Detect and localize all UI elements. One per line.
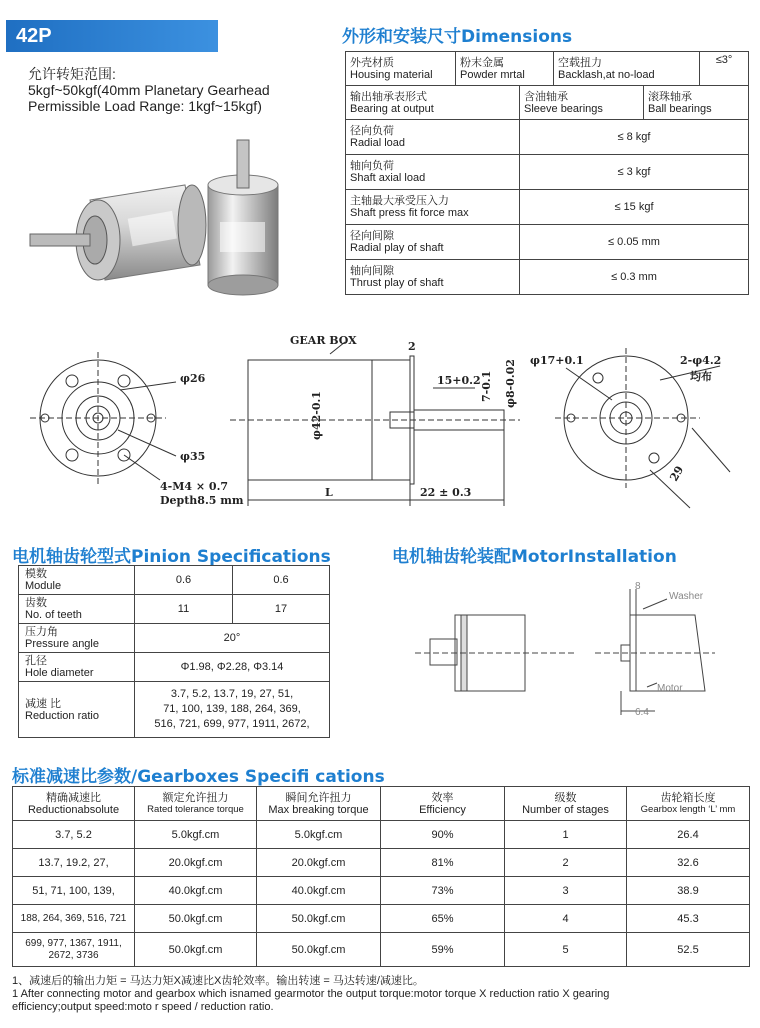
table-row: 径向间隙 Radial play of shaft ≤ 0.05 mm [346, 225, 749, 260]
table-row: 699, 977, 1367, 1911, 2672, 3736 50.0kgf.cm 50.0kgf.cm 59% 5 52.5 [13, 933, 750, 967]
install-dim-8: 8 [635, 581, 641, 592]
powder-metal-cell: 粉末金属 Powder mrtal [456, 52, 554, 86]
module-value-2: 0.6 [233, 566, 330, 595]
radial-load-value: ≤ 8 kgf [520, 120, 749, 155]
footnote-en-2: efficiency;output speed:moto r speed / reduction ratio. [12, 1001, 274, 1013]
radial-play-value: ≤ 0.05 mm [520, 225, 749, 260]
torque-line-1: 允许转矩范围: [28, 66, 116, 82]
torque-line-3: Permissible Load Range: 1kgf~15kgf) [28, 98, 262, 114]
housing-material-cell: 外壳材质 Housing material [346, 52, 456, 86]
thrust-play-value: ≤ 0.3 mm [520, 260, 749, 295]
label-22: 22 ± 0.3 [420, 486, 472, 499]
install-dim-6-4: 6.4 [635, 707, 649, 718]
label-two: 2 [408, 340, 416, 353]
label-d26: φ26 [180, 372, 206, 385]
footnote-cn: 1、减速后的输出力矩 = 马达力矩X减速比X齿轮效率。输出转速 = 马达转速/减速比。 [12, 975, 424, 987]
label-29: 29 [667, 463, 687, 484]
gearbox-spec-table [12, 786, 750, 967]
pinion-table [18, 565, 330, 738]
front-view-input [30, 352, 176, 484]
model-name: 42P [16, 25, 52, 47]
table-row: 齿数 No. of teeth 11 17 [19, 595, 330, 624]
axial-load-value: ≤ 3 kgf [520, 155, 749, 190]
press-fit-value: ≤ 15 kgf [520, 190, 749, 225]
pinion-title: 电机轴齿轮型式Pinion Specifications [12, 547, 331, 567]
teeth-value-2: 17 [233, 595, 330, 624]
table-row: 51, 71, 100, 139, 40.0kgf.cm 40.0kgf.cm 73% 3 38.9 [13, 877, 750, 905]
bearing-table [345, 85, 749, 120]
side-view [230, 342, 520, 506]
dimensions-table [345, 51, 749, 86]
label-gearbox: GEAR BOX [290, 334, 357, 347]
table-row: 压力角 Pressure angle 20° [19, 624, 330, 653]
motor-installation-title: 电机轴齿轮装配MotorInstallation [392, 547, 677, 567]
gearmotor-photo [20, 130, 320, 310]
label-depth: Depth8.5 mm [160, 494, 244, 507]
backlash-value: ≤3° [700, 52, 749, 86]
backlash-cell: 空载扭力 Backlash,at no-load [554, 52, 700, 86]
technical-drawing [0, 330, 760, 520]
table-row: 轴向间隙 Thrust play of shaft ≤ 0.3 mm [346, 260, 749, 295]
bearing-output-cell: 输出轴承表形式 Bearing at output [346, 86, 520, 120]
table-row: 模数 Module 0.6 0.6 [19, 566, 330, 595]
label-seven: 7-0.1 [480, 370, 493, 402]
model-title-bar [6, 20, 218, 52]
module-value-1: 0.6 [135, 566, 233, 595]
spec-title: 标准减速比参数/Gearboxes Specifi cations [12, 767, 385, 787]
teeth-value-1: 11 [135, 595, 233, 624]
table-row: 主轴最大承受压入力 Shaft press fit force max ≤ 15 kgf [346, 190, 749, 225]
pressure-angle-value: 20° [135, 624, 330, 653]
reduction-ratio-values: 3.7, 5.2, 13.7, 19, 27, 51, 71, 100, 139, 188, 264, 369, 516, 721, 699, 977, 1911, 2672, [135, 682, 330, 738]
torque-line-2: 5kgf~50kgf(40mm Planetary Gearhead [28, 82, 270, 98]
washer-label: Washer [669, 591, 704, 602]
label-d42: φ42-0.1 [310, 391, 323, 440]
footnote-en-1: 1 After connecting motor and gearbox which isnamed gearmotor the output torque:motor torque X reduction ratio X gearing [12, 988, 610, 1000]
torque-range-text [28, 66, 270, 114]
motor-installation-drawing [395, 575, 755, 725]
label-d8: φ8-0.02 [504, 359, 517, 408]
table-row: 孔径 Hole diameter Φ1.98, Φ2.28, Φ3.14 [19, 653, 330, 682]
table-row: 减速 比 Reduction ratio 3.7, 5.2, 13.7, 19, 27, 51, 71, 100, 139, 188, 264, 369, 516, 721, 699, 977, 1911, 2672, [19, 682, 330, 738]
footnote [12, 975, 609, 1014]
table-row: 13.7, 19.2, 27, 20.0kgf.cm 20.0kgf.cm 81% 2 32.6 [13, 849, 750, 877]
dimensions-title: 外形和安装尺寸Dimensions [342, 27, 573, 47]
table-row: 径向负荷 Radial load ≤ 8 kgf [346, 120, 749, 155]
label-15: 15+0.2 [437, 374, 481, 387]
label-even: 均布 [690, 370, 712, 383]
label-d17: φ17+0.1 [530, 354, 584, 367]
sleeve-bearing-cell: 含油轴承 Sleeve bearings [520, 86, 644, 120]
motor-label: Motor [657, 683, 683, 694]
hole-diameter-value: Φ1.98, Φ2.28, Φ3.14 [135, 653, 330, 682]
label-holes: 2-φ4.2 [680, 354, 722, 367]
table-row: 188, 264, 369, 516, 721 50.0kgf.cm 50.0kgf.cm 65% 4 45.3 [13, 905, 750, 933]
label-d35: φ35 [180, 450, 206, 463]
spec-header-row: 精确减速比 Reductionabsolute 额定允许扭力 Rated tolerance torque 瞬间允许扭力 Max breaking torque 效率 Efficiency 级数 Number of stages 齿轮箱长度 Gearbox length ‘L’ mm [13, 787, 750, 821]
table-row: 3.7, 5.2 5.0kgf.cm 5.0kgf.cm 90% 1 26.4 [13, 821, 750, 849]
load-table [345, 119, 749, 295]
label-L: L [325, 486, 333, 499]
label-m4: 4-M4 × 0.7 [160, 480, 229, 493]
table-row: 轴向负荷 Shaft axial load ≤ 3 kgf [346, 155, 749, 190]
ball-bearing-cell: 滚珠轴承 Ball bearings [644, 86, 749, 120]
